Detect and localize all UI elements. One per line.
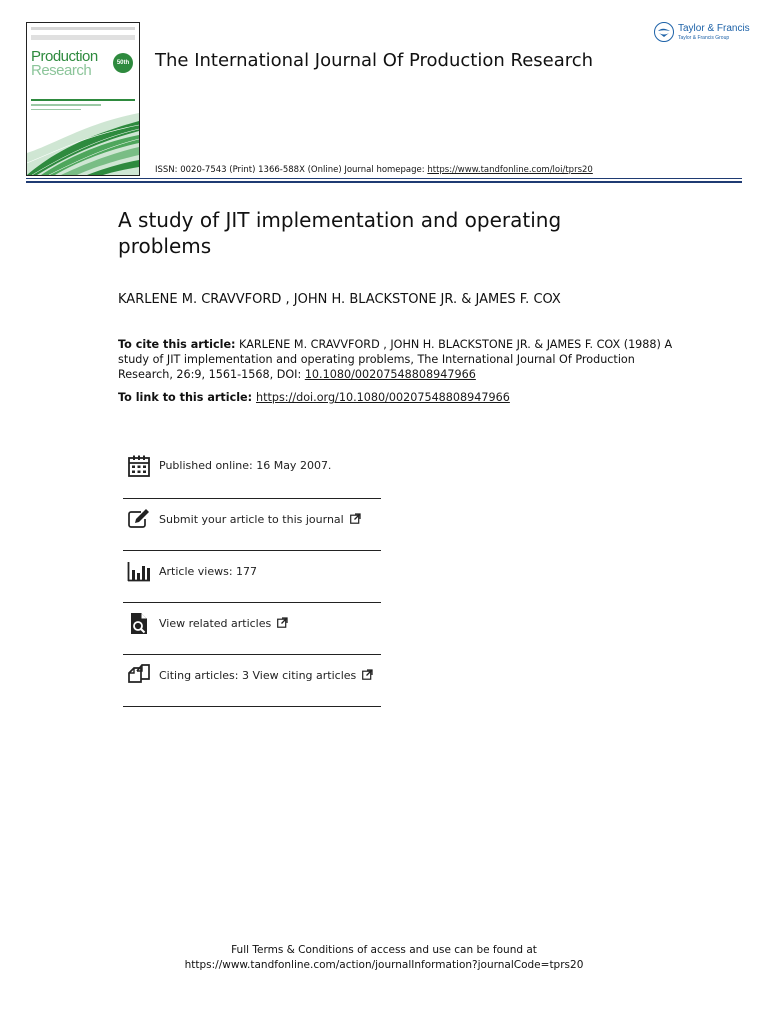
citation-block bbox=[118, 337, 678, 382]
footer-terms-url[interactable]: https://www.tandfonline.com/action/journalInformation?journalCode=tprs20 bbox=[184, 959, 584, 971]
header-rule bbox=[26, 178, 742, 179]
submit-article-row[interactable] bbox=[123, 499, 381, 551]
citation-label: To cite this article: bbox=[118, 338, 236, 351]
journal-homepage-link[interactable]: https://www.tandfonline.com/loi/tprs20 bbox=[427, 165, 593, 175]
external-link-icon bbox=[277, 617, 288, 628]
document-search-icon bbox=[127, 611, 151, 635]
publisher-subtitle: Taylor & Francis Group bbox=[678, 35, 730, 41]
header-rule-thick bbox=[26, 181, 742, 183]
citing-articles-row[interactable] bbox=[123, 655, 381, 707]
calendar-icon bbox=[127, 454, 151, 478]
footer bbox=[0, 943, 768, 973]
article-views-row bbox=[123, 551, 381, 603]
article-views-text: Article views: 177 bbox=[159, 565, 258, 578]
article-info-list bbox=[123, 446, 381, 707]
related-articles-row[interactable] bbox=[123, 603, 381, 655]
bar-chart-icon bbox=[127, 559, 151, 583]
published-online-row bbox=[123, 446, 381, 499]
issn-line bbox=[155, 165, 593, 175]
external-link-icon bbox=[350, 513, 361, 524]
edit-icon bbox=[127, 507, 151, 531]
journal-cover bbox=[26, 22, 140, 176]
cover-title-line1: Production bbox=[31, 48, 98, 65]
citing-icon bbox=[127, 663, 151, 687]
journal-title: The International Journal Of Production Research bbox=[155, 50, 594, 71]
article-link-line bbox=[118, 391, 510, 404]
related-articles-link[interactable] bbox=[159, 617, 288, 630]
external-link-icon bbox=[362, 669, 373, 680]
publisher-logo-icon bbox=[654, 22, 674, 42]
footer-terms-text: Full Terms & Conditions of access and use can be found at bbox=[231, 944, 537, 956]
doi-link[interactable]: 10.1080/00207548808947966 bbox=[304, 368, 476, 381]
citing-articles-text: Citing articles: 3 View citing articles bbox=[159, 669, 357, 682]
citing-articles-link[interactable] bbox=[159, 669, 373, 682]
submit-article-text: Submit your article to this journal bbox=[159, 513, 344, 526]
published-online-text: Published online: 16 May 2007. bbox=[159, 459, 332, 472]
article-doi-url[interactable]: https://doi.org/10.1080/00207548808947966 bbox=[256, 391, 510, 404]
publisher-logo[interactable] bbox=[654, 22, 750, 48]
article-title: A study of JIT implementation and operating problems bbox=[118, 208, 562, 258]
article-link-label: To link to this article: bbox=[118, 391, 256, 404]
publisher-name: Taylor & Francis bbox=[678, 23, 750, 34]
submit-article-link[interactable] bbox=[159, 513, 361, 526]
related-articles-text: View related articles bbox=[159, 617, 272, 630]
cover-title-line2: Research bbox=[31, 62, 92, 79]
article-authors: KARLENE M. CRAVVFORD , JOHN H. BLACKSTONE JR. & JAMES F. COX bbox=[118, 292, 561, 307]
issn-text: ISSN: 0020-7543 (Print) 1366-588X (Online) Journal homepage: bbox=[155, 165, 428, 175]
cover-badge: 50th bbox=[113, 53, 133, 73]
cover-artwork bbox=[27, 113, 139, 175]
citation-text: KARLENE M. CRAVVFORD , JOHN H. BLACKSTONE JR. & JAMES F. COX (1988) A study of JIT implementation and operating problems, The International Journal Of Production Research, 26:9, 1561-1568, DOI: bbox=[118, 338, 673, 381]
